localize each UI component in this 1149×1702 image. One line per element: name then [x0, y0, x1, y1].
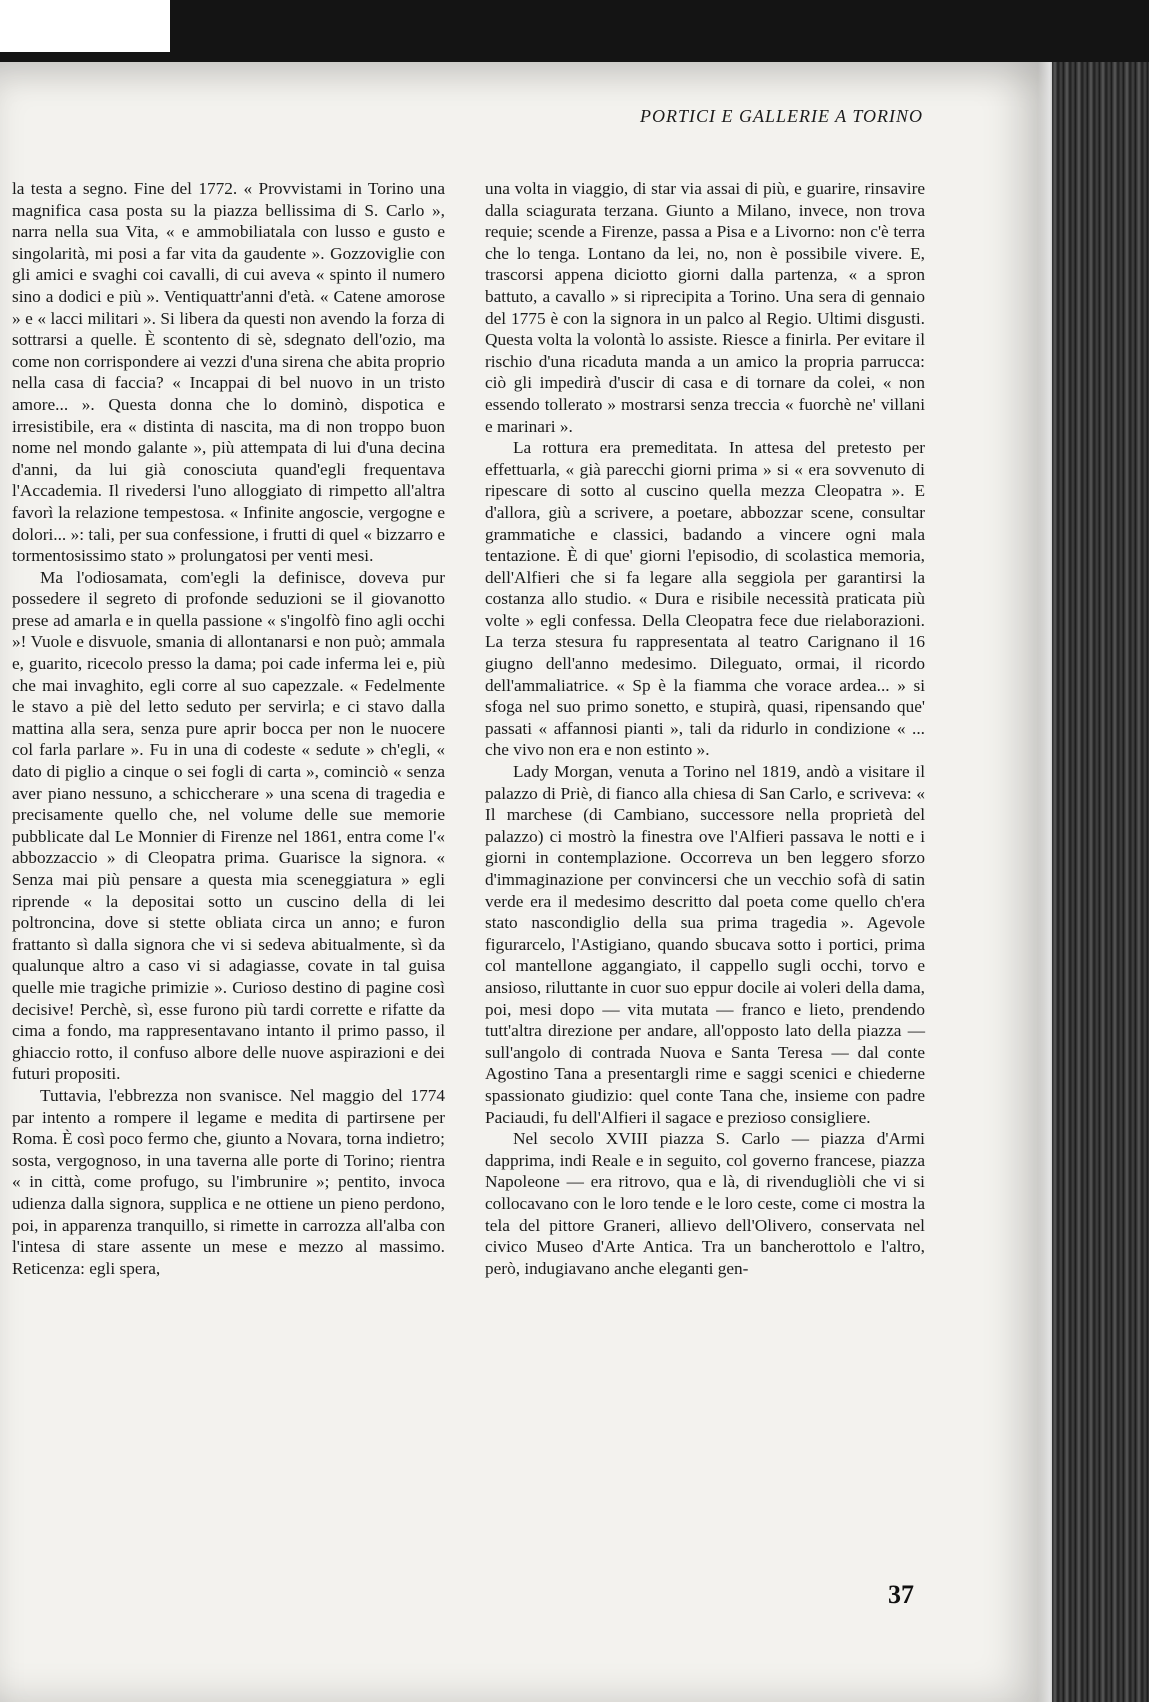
- running-head: PORTICI E GALLERIE A TORINO: [640, 106, 924, 126]
- scan-white-corner: [0, 0, 170, 52]
- scan-dark-border: [0, 0, 1149, 70]
- book-binding: [1052, 62, 1149, 1702]
- paragraph: la testa a segno. Fine del 1772. « Provvistami in Torino una magnifica casa posta su la piazza bellissima di S. Carlo », narra nella sua Vita, « e ammobiliatala con lusso e gusto e singolarità, mi posi a far vita da gaudente ». Gozzoviglie con gli amici e svaghi coi cavalli, di cui aveva « spinto il numero sino a dodici e più ». Ventiquattr'anni d'età. « Catene amorose » e « lacci militari ». Si libera da questi non avendo la forza di sottrarsi a quelle. È scontento di sè, sdegnato dell'ozio, ma come non corrispondere ai vezzi d'una sirena che abita proprio nella casa di faccia? « Incappai di bel nuovo in un tristo amore... ». Questa donna che lo dominò, dispotica e irresistibile, era « distinta di nascita, ma di non troppo buon nome nel mondo galante », più attempata di lui d'una decina d'anni, da lui già conosciuta quand'egli frequentava l'Accademia. Il rivedersi l'uno alloggiato di rimpetto all'altra favorì la relazione tempestosa. « Infinite angoscie, vergogne e dolori... »: tali, per sua confessione, i frutti di quel « bizzarro e tormentosissimo stato » prolungatosi per venti mesi.: [12, 179, 445, 566]
- paragraph: La rottura era premeditata. In attesa del pretesto per effettuarla, « già parecchi giorni prima » si « era sovvenuto di ripescare di sotto al cuscino quella mezza Cleopatra ». E d'allora, giù a scrivere, a poetare, abbozzar scene, consultar grammatiche e classici, badando a vincere ogni mala tentazione. È di que' giorni l'episodio, di scolastica memoria, dell'Alfieri che si fa legare alla seggiola per garantirsi la costanza allo studio. « Dura e risibile necessità praticata più volte » egli confessa. Della Cleopatra fece due rielaborazioni. La terza stesura fu rappresentata al teatro Carignano il 16 giugno dell'anno medesimo. Dileguato, ormai, il ricordo dell'ammaliatrice. « Sp è la fiamma che vorace ardea... » si sfoga nel suo primo sonetto, e stupirà, quasi, ripensando que' passati « affannosi pianti », tali da ridurlo in condizione « ... che vivo non era e non estinto ».: [485, 438, 925, 760]
- paragraph: Nel secolo XVIII piazza S. Carlo — piazza d'Armi dapprima, indi Reale e in seguito, col governo francese, piazza Napoleone — era ritrovo, qua e là, di rivendugliòli che vi si collocavano con le loro tende e le loro ceste, come ci mostra la tela del pittore Graneri, allievo dell'Olivero, conservata nel civico Museo d'Arte Antica. Tra un bancherottolo e l'altro, però, indugiavano anche eleganti gen-: [485, 1129, 925, 1278]
- page-number: 37: [888, 1580, 914, 1609]
- paragraph: Ma l'odiosamata, com'egli la definisce, doveva pur possedere il segreto di profonde seduzioni se il giovanotto prese ad amarla e in quella passione « s'ingolfò fino agli occhi »! Vuole e disvuole, smania di allontanarsi e non può; ammala e, guarito, ricecolo presso la dama; poi cade inferma lei e, più che mai invaghito, egli corre al suo capezzale. « Fedelmente le stavo a piè del letto seduto per servirla; e ci stavo dalla mattina alla sera, senza pure aprir bocca per non le nuocere col farla parlare ». Fu in una di codeste « sedute » ch'egli, « dato di piglio a cinque o sei fogli di carta », cominciò « senza aver piano nessuno, a schiccherare » una scena di tragedia e precisamente quello che, nel volume delle sue memorie pubblicate dal Le Monnier di Firenze nel 1861, entra come l'« abbozzaccio » di Cleopatra prima. Guarisce la signora. « Senza mai più pensare a questa mia sceneggiatura » egli riprende « la depositai sotto un cuscino della di lei poltroncina, dove si stette obliata circa un anno; e furon frattanto sì dalla signora che vi si sedeva abitualmente, sì da qualunque altro a caso vi si adagiasse, covate in tal guisa quelle mie tragiche primizie ». Curioso destino di pagine così decisive! Perchè, sì, esse furono più tardi corrette e rifatte da cima a fondo, ma rappresentavano intanto il primo passo, il ghiaccio rotto, il confuso albore delle nuove aspirazioni e dei futuri propositi.: [12, 567, 445, 1084]
- paragraph: Tuttavia, l'ebbrezza non svanisce. Nel maggio del 1774 par intento a rompere il legame e medita di partirsene per Roma. È così poco fermo che, giunto a Novara, torna indietro; sosta, vergognoso, in una taverna alle porte di Torino; rientra « in città, come profugo, su l'imbrunire »; pentito, invoca udienza dalla signora, supplica e ne ottiene un pieno perdono, poi, in apparenza tranquillo, si rimette in carrozza all'alba con l'intesa di stare assente un mese e mezzo al massimo. Reticenza: egli spera,: [12, 1085, 445, 1278]
- right-text-column: [485, 178, 925, 1279]
- left-text-column: [12, 178, 445, 1279]
- paragraph: una volta in viaggio, di star via assai di più, e guarire, rinsavire dalla sciagurata terzana. Giunto a Milano, invece, non trova requie; scende a Firenze, passa a Pisa e a Livorno: non c'è terra che lo tenga. Lontano da lei, no, non è possibile vivere. E, trascorsi appena diciotto giorni dalla partenza, « a spron battuto, a cavallo » si riprecipita a Torino. Una sera di gennaio del 1775 è con la signora in un palco al Regio. Ultimi disgusti. Questa volta la volontà lo assiste. Riesce a finirla. Per evitare il rischio d'una ricaduta manda a un amico la propria parrucca: ciò gli impedirà d'uscir di casa e di tornare da colei, « non essendo tollerato » mostrarsi senza treccia « fuorchè ne' villani e marinari ».: [485, 179, 925, 436]
- paragraph: Lady Morgan, venuta a Torino nel 1819, andò a visitare il palazzo di Priè, di fianco alla chiesa di San Carlo, e scriveva: « Il marchese (di Cambiano, successore nella proprietà del palazzo) ci mostrò la finestra ove l'Alfieri passava le notti e i giorni in contemplazione. Occorreva un ben leggero sforzo d'immaginazione per convincersi che un vecchio sofà di satin verde era il medesimo descritto dal poeta come quello ch'era stato nascondiglio della sua prima tragedia ». Agevole figurarcelo, l'Astigiano, quando sbucava sotto i portici, prima col mantellone aggangiato, il cappello sugli occhi, torvo e ansioso, riluttante in cuor suo eppur docile ai voleri della dama, poi, mesi dopo — vita mutata — franco e lieto, prendendo tutt'altra direzione per andare, all'opposto lato della piazza — sull'angolo di contrada Nuova e Santa Teresa — dal conte Agostino Tana a presentargli rime e saggi scenici e chiederne spassionato giudizio: quel conte Tana che, insieme con padre Paciaudi, fu dell'Alfieri il sagace e prezioso consigliere.: [485, 762, 925, 1127]
